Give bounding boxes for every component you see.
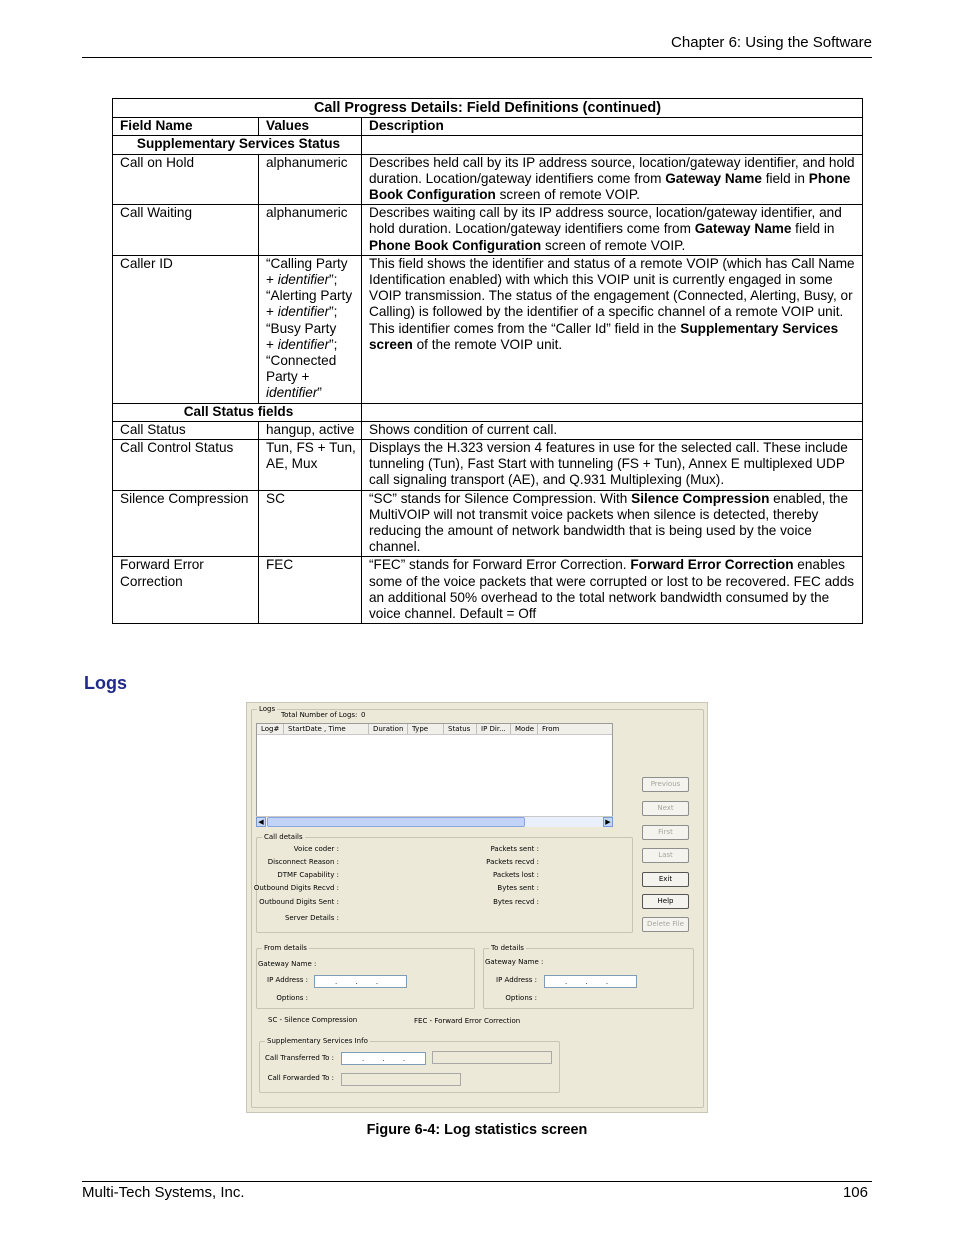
scroll-left-icon[interactable]: ◀ [256,817,266,827]
logs-list-header [257,724,612,735]
bytes-recvd-label: Bytes recvd : [493,898,539,906]
legend-sc: SC - Silence Compression [268,1016,358,1024]
field-name-cell: Call Waiting [113,205,259,256]
call-transferred-label: Call Transferred To : [265,1054,334,1062]
description-cell: “FEC” stands for Forward Error Correction. Forward Error Correction enables some of the voice packets that were corrupted or lost to be recovered. FEC adds an additional 50% overhead to the total network bandwidth consumed by the voice channel. Default = Off [362,557,863,624]
from-options-label: Options : [276,994,308,1002]
description-cell: Displays the H.323 version 4 features in use for the selected call. These include tunneling (Tun), Fast Start with tunneling (FS + Tun), Annex E multiplexed UDP call signaling transport (AE), and Q.931 Multiplexing (Mux). [362,440,863,491]
column-header: Values [259,118,362,136]
legend-fec: FEC - Forward Error Correction [414,1017,521,1025]
from-details-title: From details [264,944,307,952]
section-row [113,136,863,154]
table-row [113,421,863,439]
field-name-cell: Call Control Status [113,440,259,491]
list-column-header[interactable]: Log# [257,724,284,734]
description-cell: “SC” stands for Silence Compression. With Silence Compression enabled, the MultiVOIP will not transmit voice packets when silence is detected, thereby reducing the amount of network bandwidth that is being used by the voice channel. [362,490,863,557]
values-cell: SC [259,490,362,557]
first-button[interactable]: First [642,825,689,840]
table-row [113,255,863,403]
from-gateway-label: Gateway Name : [258,960,317,968]
column-header: Description [362,118,863,136]
table-row [113,557,863,624]
table-row [113,490,863,557]
horizontal-scrollbar[interactable] [256,816,613,827]
list-column-header[interactable]: Duration [369,724,408,734]
list-column-header[interactable]: Type [408,724,444,734]
list-column-header[interactable]: Status [444,724,477,734]
help-button[interactable]: Help [642,894,689,909]
field-name-cell: Caller ID [113,255,259,403]
section-empty-cell [362,136,863,154]
exit-button[interactable]: Exit [642,872,689,887]
bytes-sent-label: Bytes sent : [497,884,539,892]
packets-lost-label: Packets lost : [493,871,539,879]
page-number: 106 [842,1184,868,1201]
section-heading-logs: Logs [84,673,127,693]
supplementary-services-title: Supplementary Services Info [267,1037,368,1045]
next-button[interactable]: Next [642,801,689,816]
description-cell: Describes held call by its IP address source, location/gateway identifier, and hold duration. Location/gateway identifiers come from Gateway Name field in Phone Book Configuration screen of remote VOIP. [362,154,863,205]
description-cell: Shows condition of current call. [362,421,863,439]
logs-group-title: Logs [259,705,276,713]
delete-file-button[interactable]: Delete File [642,917,689,932]
outbound-digits-recvd-label: Outbound Digits Recvd : [253,884,339,892]
from-ip-field[interactable]: . . . [314,975,407,988]
section-title: Supplementary Services Status [113,136,362,154]
list-column-header[interactable]: Mode [511,724,538,734]
total-logs-value: 0 [361,711,366,719]
values-cell: FEC [259,557,362,624]
table-caption: Call Progress Details: Field Definitions (continued) [113,99,863,118]
list-column-header[interactable]: StartDate , Time [284,724,369,734]
field-name-cell: Call on Hold [113,154,259,205]
table-row [113,154,863,205]
column-header: Field Name [113,118,259,136]
to-ip-label: IP Address : [496,976,537,984]
list-column-header[interactable]: IP Dir... [477,724,511,734]
section-title: Call Status fields [113,403,362,421]
to-details-title: To details [491,944,524,952]
values-cell: alphanumeric [259,154,362,205]
call-forwarded-field[interactable] [341,1073,461,1086]
call-transferred-name-field[interactable] [432,1051,552,1064]
values-cell: hangup, active [259,421,362,439]
chapter-title: Chapter 6: Using the Software [671,34,872,51]
figure-caption: Figure 6-4: Log statistics screen [366,1122,588,1138]
section-row [113,403,863,421]
field-definitions-table [112,98,863,624]
disconnect-reason-label: Disconnect Reason : [267,858,339,866]
field-name-cell: Silence Compression [113,490,259,557]
logs-list[interactable] [256,723,613,827]
voice-coder-label: Voice coder : [293,845,339,853]
page-footer [82,1181,872,1201]
table-body [113,136,863,624]
table-row [113,205,863,256]
last-button[interactable]: Last [642,848,689,863]
values-cell: alphanumeric [259,205,362,256]
call-forwarded-label: Call Forwarded To : [267,1074,334,1082]
table-row [113,440,863,491]
call-details-title: Call details [264,833,303,841]
field-name-cell: Forward Error Correction [113,557,259,624]
description-cell: This field shows the identifier and status of a remote VOIP (which has Call Name Identification enabled) with which this VOIP unit is currently engaged in some VOIP transmission. The status of the engagement (Connected, Alerting, Busy, or Calling) is followed by the identifier of a specific channel of a remote VOIP unit. This identifier comes from the “Caller Id” field in the Supplementary Services screen of the remote VOIP unit. [362,255,863,403]
call-transferred-ip-field[interactable]: . . . [341,1052,426,1065]
scroll-thumb[interactable] [267,817,525,827]
list-column-header[interactable]: From [542,725,560,733]
description-cell: Describes waiting call by its IP address source, location/gateway identifier, and hold duration. Location/gateway identifiers come from Gateway Name field in Phone Book Configuration screen of remote VOIP. [362,205,863,256]
to-options-label: Options : [505,994,537,1002]
from-ip-label: IP Address : [267,976,308,984]
to-gateway-label: Gateway Name : [485,958,544,966]
server-details-label: Server Details : [284,914,339,922]
scroll-right-icon[interactable]: ▶ [603,817,613,827]
dtmf-capability-label: DTMF Capability : [277,871,339,879]
section-empty-cell [362,403,863,421]
values-cell: “Calling Party + identifier”; “Alerting Party + identifier”; “Busy Party + identifier”; “Connected Party + identifier” [259,255,362,403]
packets-recvd-label: Packets recvd : [486,858,539,866]
page-header [82,34,872,58]
footer-company: Multi-Tech Systems, Inc. [82,1184,245,1201]
packets-sent-label: Packets sent : [490,845,539,853]
outbound-digits-sent-label: Outbound Digits Sent : [259,898,339,906]
field-name-cell: Call Status [113,421,259,439]
log-statistics-screenshot [246,702,708,1113]
to-ip-field[interactable]: . . . [544,975,637,988]
values-cell: Tun, FS + Tun, AE, Mux [259,440,362,491]
previous-button[interactable]: Previous [642,777,689,792]
total-logs-label: Total Number of Logs: [281,711,358,719]
